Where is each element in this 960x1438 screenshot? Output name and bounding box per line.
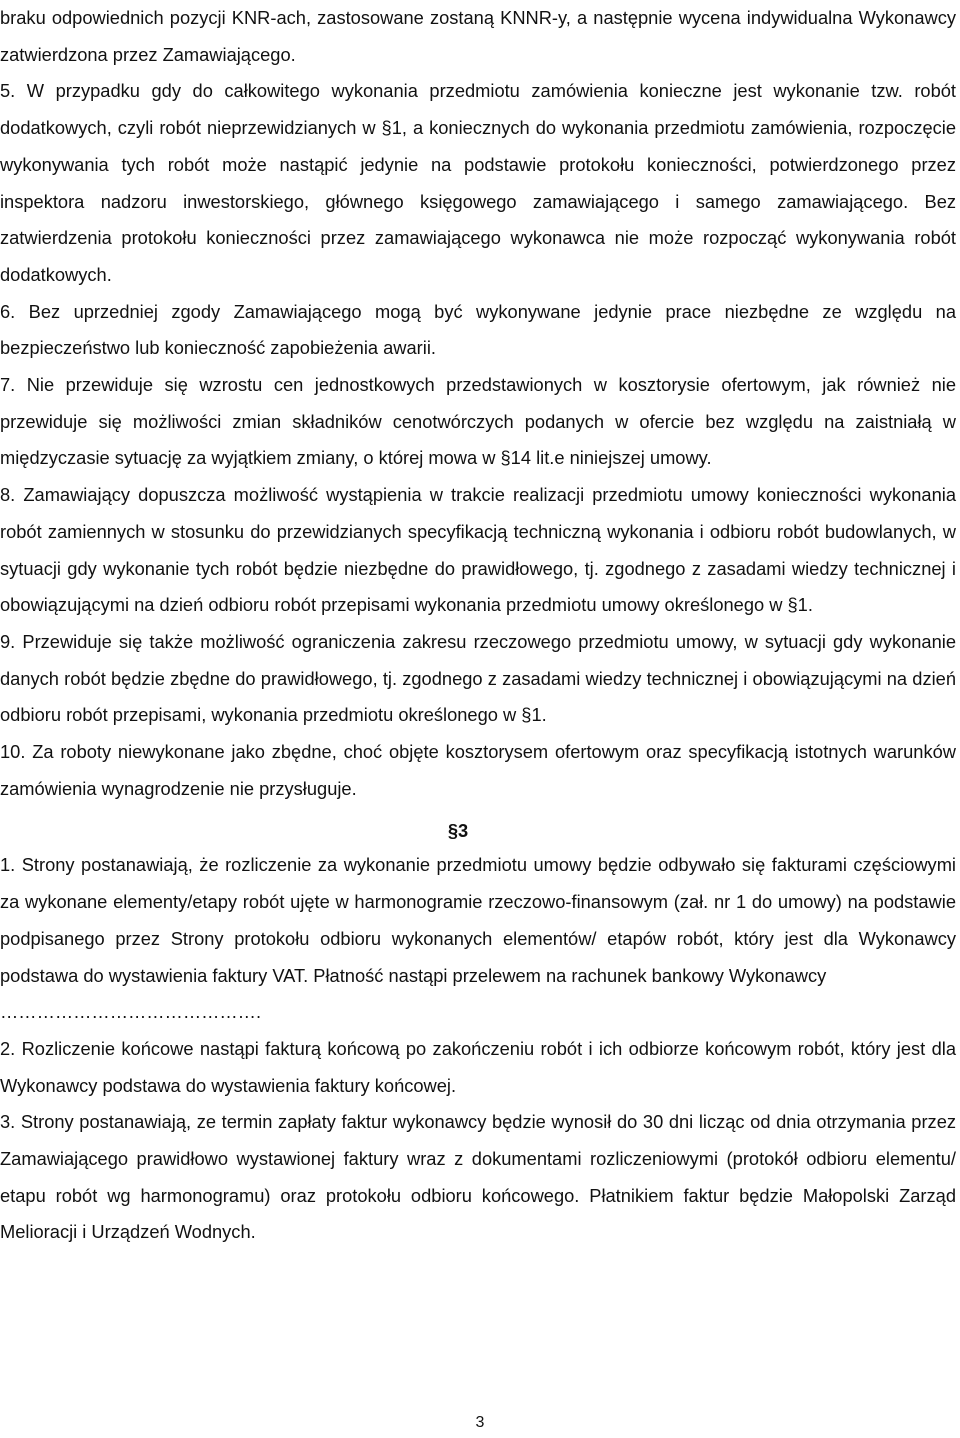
account-number-placeholder: ……………………………………. xyxy=(0,1001,262,1023)
paragraph-10: 10. Za roboty niewykonane jako zbędne, choć objęte kosztorysem ofertowym oraz specyfikacją istotnych warunków zamówienia wynagrodzenie nie przysługuje. xyxy=(0,741,956,799)
paragraph-5: 5. W przypadku gdy do całkowitego wykonania przedmiotu zamówienia konieczne jest wykonanie tzw. robót dodatkowych, czyli robót nieprzewidzianych w §1, a koniecznych do wykonania przedmiotu zamówienia, rozpoczęcie wykonywania tych robót może nastąpić jedynie na podstawie protokołu konieczności, potwierdzonego przez inspektora nadzoru inwestorskiego, głównego księgowego zamawiającego i samego zamawiającego. Bez zatwierdzenia protokołu konieczności przez zamawiającego wykonawca nie może rozpocząć wykonywania robót dodatkowych. xyxy=(0,80,956,285)
section3-paragraph-2: 2. Rozliczenie końcowe nastąpi fakturą końcową po zakończeniu robót i ich odbiorze końcowym robót, który jest dla Wykonawcy podstawa do wystawienia faktury końcowej. xyxy=(0,1037,956,1096)
paragraph-8: 8. Zamawiający dopuszcza możliwość wystąpienia w trakcie realizacji przedmiotu umowy konieczności wykonania robót zamiennych w stosunku do przewidzianych specyfikacją techniczną wykonania i odbioru robót budowlanych, w sytuacji gdy wykonanie tych robót będzie niezbędne do prawidłowego, tj. zgodnego z zasadami wiedzy technicznej i obowiązującymi na dzień odbioru robót przepisami wykonania przedmiotu umowy określonego w §1. xyxy=(0,484,956,616)
section-heading-text: §3 xyxy=(447,820,469,842)
section3-paragraph-3: 3. Strony postanawiają, ze termin zapłaty faktur wykonawcy będzie wynosił do 30 dni licząc od dnia otrzymania przez Zamawiającego prawidłowo wystawionej faktury wraz z dokumentami rozliczeniowymi (protokół odbioru elementu/ etapu robót wg harmonogramu) oraz protokołu odbioru końcowego. Płatnikiem faktur będzie Małopolski Zarząd Melioracji i Urządzeń Wodnych. xyxy=(0,1111,956,1243)
section-heading xyxy=(0,807,956,847)
page-number: 3 xyxy=(475,1414,485,1431)
paragraph-9: 9. Przewiduje się także możliwość ograniczenia zakresu rzeczowego przedmiotu umowy, w sytuacji gdy wykonanie danych robót będzie zbędne do prawidłowego, tj. zgodnego z zasadami wiedzy technicznej i obowiązującymi na dzień odbioru robót przepisami, wykonania przedmiotu określonego w §1. xyxy=(0,630,956,726)
paragraph-intro: braku odpowiednich pozycji KNR-ach, zastosowane zostaną KNNR-y, a następnie wycena indywidualna Wykonawcy zatwierdzona przez Zamawiającego. xyxy=(0,7,956,65)
paragraph-7: 7. Nie przewiduje się wzrostu cen jednostkowych przedstawionych w kosztorysie ofertowym, jak również nie przewiduje się możliwości zmian składników cenotwórczych podanych w ofercie bez względu na zaistniałą w międzyczasie sytuację za wyjątkiem zmiany, o której mowa w §14 lit.e niniejszej umowy. xyxy=(0,374,956,469)
section3-paragraph-1: 1. Strony postanawiają, że rozliczenie za wykonanie przedmiotu umowy będzie odbywało się fakturami częściowymi za wykonane elementy/etapy robót ujęte w harmonogramie rzeczowo-finansowym (zał. nr 1 do umowy) na podstawie podpisanego przez Strony protokołu odbioru wykonanych elementów/ etapów robót, który jest dla Wykonawcy podstawa do wystawienia faktury VAT. Płatność nastąpi przelewem na rachunek bankowy Wykonawcy xyxy=(0,854,956,986)
paragraph-6: 6. Bez uprzedniej zgody Zamawiającego mogą być wykonywane jedynie prace niezbędne ze względu na bezpieczeństwo lub konieczność zapobieżenia awarii. xyxy=(0,300,956,359)
